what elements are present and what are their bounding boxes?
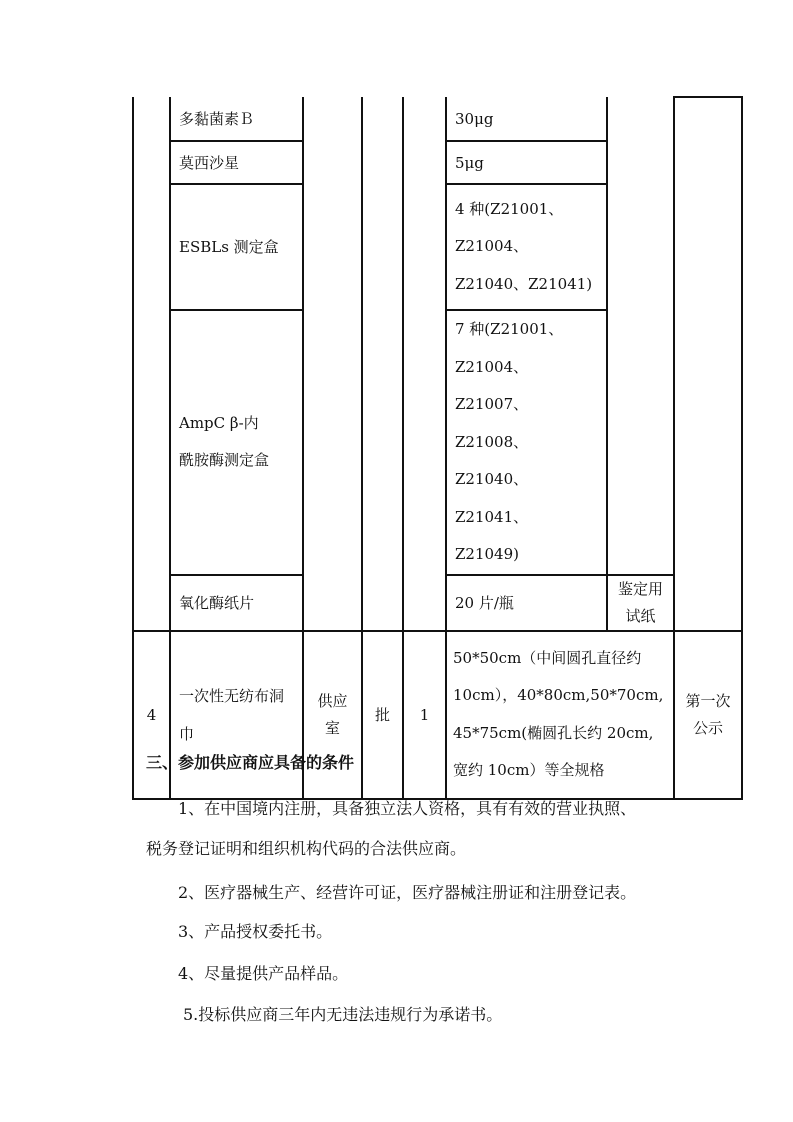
item-name: 氧化酶纸片 xyxy=(170,575,303,631)
item-spec: 7 种(Z21001、 Z21004、Z21007、 Z21008、 Z21040、Z21041、 Z21049) xyxy=(446,310,607,575)
paragraph: 4、尽量提供产品样品。 xyxy=(178,964,349,983)
item-department: 供应 室 xyxy=(303,631,362,799)
item-spec: 5μg xyxy=(446,141,607,184)
item-name: 多黏菌素Ｂ xyxy=(170,97,303,141)
item-name: ESBLs 测定盒 xyxy=(170,184,303,310)
paragraph: 2、医疗器械生产、经营许可证，医疗器械注册证和注册登记表。 xyxy=(178,883,637,902)
table-row xyxy=(133,97,742,141)
paragraph: 1、在中国境内注册，具备独立法人资格，具有有效的营业执照、 xyxy=(178,799,637,818)
item-spec: 4 种(Z21001、 Z21004、 Z21040、Z21041) xyxy=(446,184,607,310)
item-name: AmpC β-内 酰胺酶测定盒 xyxy=(170,310,303,575)
table-row xyxy=(133,310,742,575)
product-spec-table xyxy=(132,96,743,800)
paragraph: 3、产品授权委托书。 xyxy=(178,922,333,941)
item-unit: 批 xyxy=(362,631,403,799)
item-spec: 20 片/瓶 xyxy=(446,575,607,631)
table-row xyxy=(133,184,742,310)
item-spec: 50*50cm（中间圆孔直径约 10cm），40*80cm,50*70cm, 45*75cm(椭圆孔长约 20cm, 宽约 10cm）等全规格 xyxy=(446,631,674,799)
paragraph: 税务登记证明和组织机构代码的合法供应商。 xyxy=(146,839,467,858)
table-row xyxy=(133,141,742,184)
table-row xyxy=(133,575,742,631)
item-index: 4 xyxy=(133,631,170,799)
item-spec: 30μg xyxy=(446,97,607,141)
item-quantity: 1 xyxy=(403,631,446,799)
paragraph: 5.投标供应商三年内无违法违规行为承诺书。 xyxy=(183,1005,503,1024)
item-remark: 第一次 公示 xyxy=(674,631,742,799)
table-row-item-4 xyxy=(133,631,742,799)
item-note: 鉴定用 试纸 xyxy=(607,575,674,631)
item-name: 一次性无纺布洞巾 xyxy=(170,631,303,799)
item-name: 莫西沙星 xyxy=(170,141,303,184)
section-heading: 三、参加供应商应具备的条件 xyxy=(146,753,355,772)
